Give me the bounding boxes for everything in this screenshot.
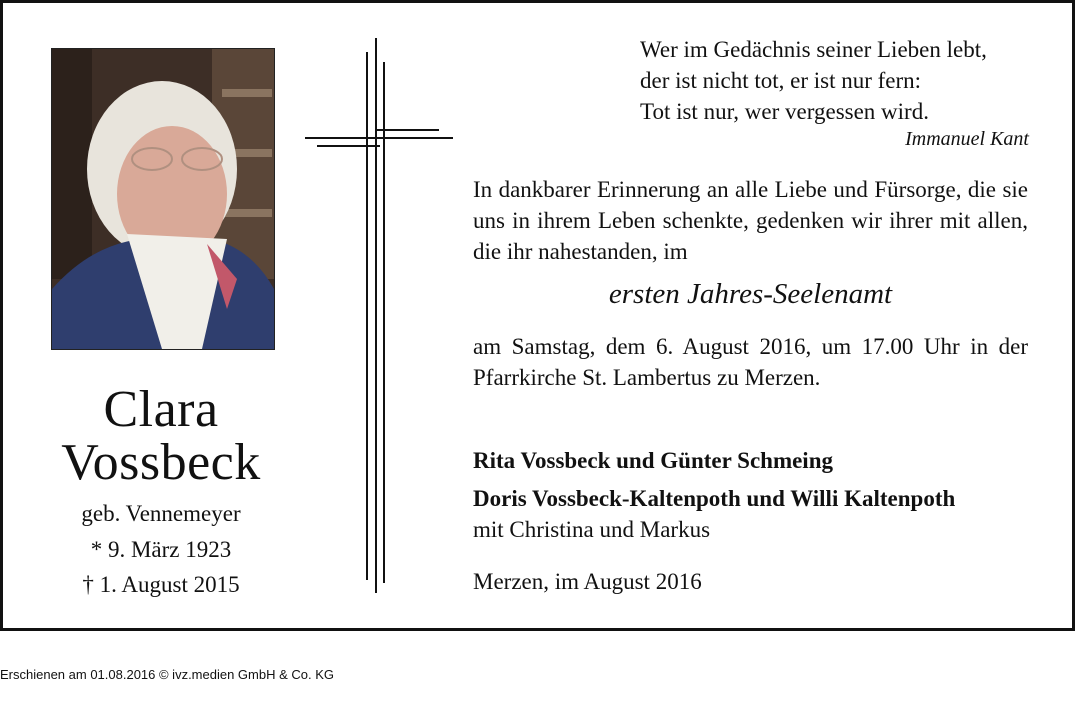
last-name: Vossbeck [61,434,261,491]
place-date: Merzen, im August 2016 [473,569,702,594]
intro-text: In dankbarer Erinnerung an alle Liebe und Fürsorge, die sie uns in ihrem Leben schenkte, gedenken wir ihrer mit allen, die ihr nahestanden, im [473,177,1028,264]
quote-line-1: Wer im Gedächnis seiner Lieben lebt, [640,37,987,62]
quote-line-2: der ist nicht tot, er ist nur fern: [640,68,922,93]
family-line-2: Doris Vossbeck-Kaltenpoth und Willi Kaltenpoth [473,486,956,511]
mass-details: am Samstag, dem 6. August 2016, um 17.00 Uhr in der Pfarrkirche St. Lambertus zu Merzen. [473,334,1028,390]
family-line-1: Rita Vossbeck und Günter Schmeing [473,448,833,473]
death-date: † 1. August 2015 [82,572,240,597]
quote-line-3: Tot ist nur, wer vergessen wird. [640,99,929,124]
family-line-3: mit Christina und Markus [473,517,711,542]
maiden-name: geb. Vennemeyer [81,501,241,526]
quote-author: Immanuel Kant [905,128,1029,150]
birth-date: * 9. März 1923 [90,537,232,562]
quote [640,34,987,127]
first-name: Clara [103,381,219,438]
publication-footer: Erschienen am 01.08.2016 © ivz.medien GmbH & Co. KG [0,667,335,682]
mass-title: ersten Jahres-Seelenamt [608,278,893,310]
